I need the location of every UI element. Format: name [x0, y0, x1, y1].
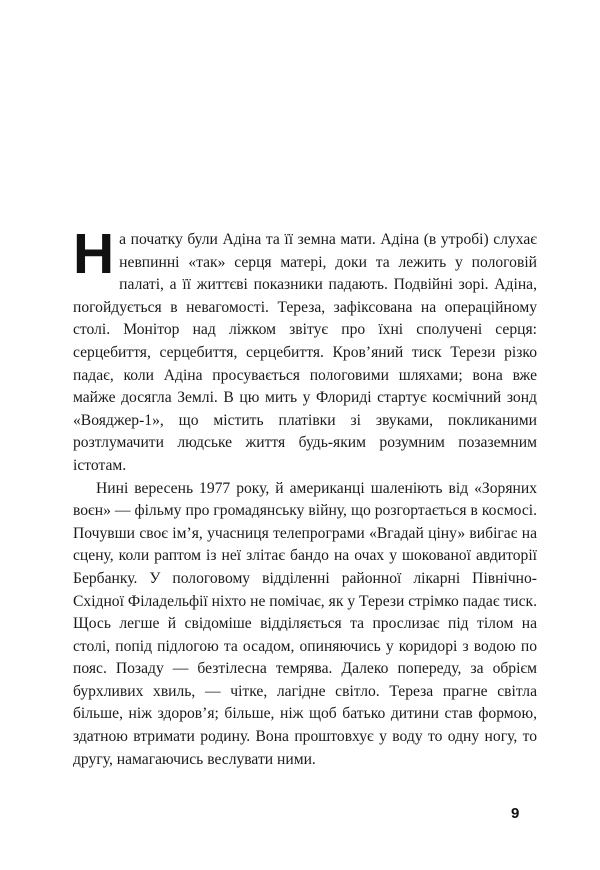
body-text: [73, 222, 537, 771]
paragraph-1-text: а початку були Адіна та її земна мати. Адіна (в утробі) слухає невпинні «так» серця матері, доки та лежить у пологовій палаті, а її життєві показники падають. Подвійні зорі. Адіна, погойдується в невагомості. Тереза, зафіксована на операційному столі. Монітор над ліжком звітує про їхні сполучені серця: серцебиття, серцебиття, серцебиття. Кров’яний тиск Терези різко падає, коли Адіна просувається пологовими шляхами; вона вже майже досягла Землі. В цю мить у Флориді стартує космічний зонд «Вояджер-1», що містить платівки зі звуками, покликаними розтлумачити людське життя будь-яким розумним позаземним істотам.: [73, 231, 537, 474]
drop-cap-letter: Н: [73, 222, 115, 286]
paragraph-1: [73, 222, 537, 478]
paragraph-2: Нині вересень 1977 року, й американці шаленіють від «Зоряних воєн» — фільму про громадянську війну, що розгортається в космосі. Почувши своє ім’я, учасниця телепрограми «Вгадай ціну» вибігає на сцену, коли раптом із неї злітає бандо на очах у шокованої авдиторії Бербанку. У пологовому відділенні районної лікарні Північно-Східної Філадельфії ніхто не помічає, як у Терези стрімко падає тиск. Щось легше й свідоміше відділяється та прослизає під тілом на столі, попід підлогою та осадом, опиняючись у коридорі з водою по пояс. Позаду — безтілесна темрява. Далеко попереду, за обрієм бурхливих хвиль, — чітке, лагідне світло. Тереза прагне світла більше, ніж здоров’я; більше, ніж щоб батько дитини став формою, здатною втримати родину. Вона проштовхує у воду то одну ногу, то другу, намагаючись веслувати ними.: [73, 479, 537, 768]
page-number: 9: [511, 805, 520, 822]
